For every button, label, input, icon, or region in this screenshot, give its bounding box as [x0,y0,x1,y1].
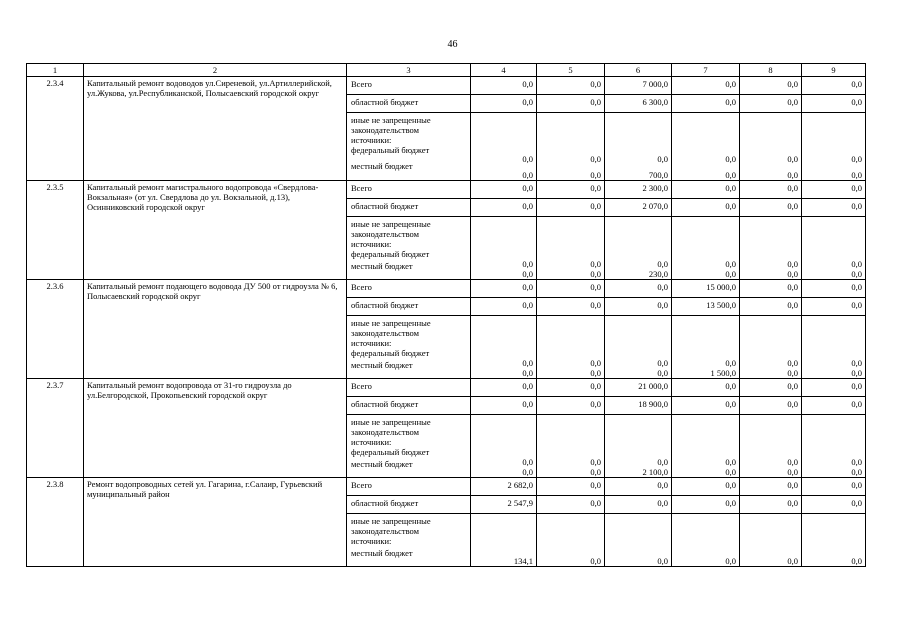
value-regional: 18 900,0 [638,399,668,409]
value-local: 0,0 [851,170,862,180]
value-cell [672,478,740,567]
item-name: Ремонт водопроводных сетей ул. Гагарина, г.Салаир, Гурьевский муниципальный район [84,478,347,567]
value-regional: 0,0 [522,300,533,310]
value-regional: 0,0 [590,498,601,508]
label-other-1: иные не запрещенные [351,516,431,526]
label-total: Всего [351,183,372,193]
item-name: Капитальный ремонт водоводов ул.Сиреневой, ул.Артиллерийской, ул.Жукова, ул.Республиканской, Полысаевский городской округ [84,77,347,181]
item-name: Капитальный ремонт магистрального водопровода «Свердлова-Вокзальная» (от ул. Свердлова до ул. Вокзальной, д.13), Осинниковский городской округ [84,181,347,280]
value-total: 0,0 [522,381,533,391]
value-regional: 0,0 [787,399,798,409]
value-local: 0,0 [657,556,668,566]
value-total: 0,0 [787,381,798,391]
label-other-1: иные не запрещенные [351,417,431,427]
value-federal: 0,0 [657,154,668,164]
value-federal: 0,0 [725,259,736,269]
value-local: 0,0 [725,467,736,477]
value-total: 0,0 [590,282,601,292]
value-local: 0,0 [590,467,601,477]
value-total: 0,0 [851,183,862,193]
value-total: 0,0 [522,282,533,292]
label-other-2: законодательством [351,328,420,338]
table-row [27,379,866,478]
value-cell [605,181,672,280]
value-total: 2 682,0 [507,480,533,490]
value-local: 0,0 [590,556,601,566]
value-cell [471,280,537,379]
value-regional: 0,0 [725,399,736,409]
value-regional: 0,0 [851,300,862,310]
value-regional: 0,0 [590,300,601,310]
value-local: 1 500,0 [710,368,736,378]
value-federal: 0,0 [522,358,533,368]
header-cell: 4 [471,64,537,77]
value-cell [471,77,537,181]
value-cell [740,181,802,280]
label-other-2: законодательством [351,526,420,536]
table-row [27,478,866,567]
value-total: 21 000,0 [638,381,668,391]
value-federal: 0,0 [851,457,862,467]
value-local: 0,0 [787,368,798,378]
value-total: 0,0 [590,183,601,193]
item-code: 2.3.8 [27,478,84,567]
value-total: 2 300,0 [642,183,668,193]
value-total: 0,0 [657,282,668,292]
value-local: 0,0 [851,269,862,279]
value-total: 0,0 [522,183,533,193]
value-federal: 0,0 [590,259,601,269]
source-cell [347,478,471,567]
page-number: 46 [447,39,458,50]
value-federal: 0,0 [725,457,736,467]
label-other-3: источники: [351,437,392,447]
header-cell: 3 [347,64,471,77]
label-regional: областной бюджет [351,201,419,211]
value-local: 134,1 [513,556,533,566]
value-total: 0,0 [590,79,601,89]
source-cell [347,181,471,280]
value-cell [672,77,740,181]
label-other-3: источники: [351,239,392,249]
value-total: 0,0 [851,480,862,490]
value-cell [672,280,740,379]
label-other-3: источники: [351,338,392,348]
label-local: местный бюджет [351,161,413,171]
value-federal: 0,0 [725,358,736,368]
value-total: 0,0 [851,381,862,391]
value-regional: 0,0 [787,300,798,310]
value-cell [537,379,605,478]
budget-table [26,63,866,567]
item-name: Капитальный ремонт водопровода от 31-го гидроузла до ул.Белгородской, Прокопьевский городской округ [84,379,347,478]
value-federal: 0,0 [590,457,601,467]
label-local: местный бюджет [351,261,413,271]
value-total: 15 000,0 [706,282,736,292]
value-cell [740,478,802,567]
header-cell: 9 [802,64,866,77]
value-local: 0,0 [522,269,533,279]
value-cell [471,181,537,280]
value-regional: 0,0 [522,97,533,107]
value-federal: 0,0 [522,457,533,467]
value-regional: 2 547,9 [507,498,533,508]
value-regional: 0,0 [787,201,798,211]
value-cell [471,478,537,567]
label-other-3: источники: [351,135,392,145]
value-regional: 0,0 [851,97,862,107]
value-federal: 0,0 [851,259,862,269]
value-federal: 0,0 [725,154,736,164]
value-regional: 0,0 [851,399,862,409]
value-cell [471,379,537,478]
label-total: Всего [351,79,372,89]
value-cell [537,77,605,181]
table-row [27,280,866,379]
value-cell [802,181,866,280]
value-cell [605,280,672,379]
item-code: 2.3.6 [27,280,84,379]
label-regional: областной бюджет [351,97,419,107]
item-code: 2.3.5 [27,181,84,280]
value-local: 0,0 [787,269,798,279]
value-regional: 0,0 [657,300,668,310]
header-cell: 5 [537,64,605,77]
label-total: Всего [351,480,372,490]
header-cell: 7 [672,64,740,77]
value-total: 0,0 [725,480,736,490]
value-local: 0,0 [522,467,533,477]
value-total: 0,0 [590,480,601,490]
value-regional: 0,0 [725,201,736,211]
value-total: 0,0 [725,183,736,193]
value-regional: 0,0 [725,498,736,508]
value-federal: 0,0 [657,358,668,368]
value-federal: 0,0 [787,457,798,467]
value-local: 700,0 [648,170,668,180]
value-local: 0,0 [657,368,668,378]
value-regional: 0,0 [725,97,736,107]
value-cell [802,280,866,379]
value-cell [537,478,605,567]
value-cell [605,478,672,567]
value-total: 0,0 [725,381,736,391]
value-regional: 0,0 [657,498,668,508]
label-other-3: источники: [351,536,392,546]
value-federal: 0,0 [522,154,533,164]
value-total: 7 000,0 [642,79,668,89]
value-regional: 0,0 [851,201,862,211]
value-local: 0,0 [522,368,533,378]
value-local: 0,0 [851,467,862,477]
value-regional: 0,0 [522,399,533,409]
value-regional: 13 500,0 [706,300,736,310]
label-local: местный бюджет [351,459,413,469]
value-total: 0,0 [590,381,601,391]
label-federal: федеральный бюджет [351,249,430,259]
value-local: 0,0 [725,170,736,180]
value-total: 0,0 [725,79,736,89]
value-federal: 0,0 [787,358,798,368]
value-total: 0,0 [787,79,798,89]
value-total: 0,0 [787,282,798,292]
value-cell [802,77,866,181]
value-regional: 2 070,0 [642,201,668,211]
value-local: 0,0 [590,269,601,279]
header-cell: 2 [84,64,347,77]
value-regional: 0,0 [590,201,601,211]
value-federal: 0,0 [590,154,601,164]
label-local: местный бюджет [351,360,413,370]
label-other-2: законодательством [351,427,420,437]
value-total: 0,0 [787,183,798,193]
value-local: 0,0 [787,170,798,180]
source-cell [347,77,471,181]
value-local: 0,0 [725,269,736,279]
label-total: Всего [351,282,372,292]
label-other-2: законодательством [351,125,420,135]
value-total: 0,0 [657,480,668,490]
label-federal: федеральный бюджет [351,447,430,457]
value-local: 0,0 [787,467,798,477]
value-federal: 0,0 [590,358,601,368]
header-cell: 6 [605,64,672,77]
item-code: 2.3.4 [27,77,84,181]
value-regional: 0,0 [590,97,601,107]
label-regional: областной бюджет [351,399,419,409]
value-total: 0,0 [851,282,862,292]
label-total: Всего [351,381,372,391]
value-cell [672,379,740,478]
value-cell [740,280,802,379]
value-total: 0,0 [522,79,533,89]
value-regional: 0,0 [590,399,601,409]
label-other-2: законодательством [351,229,420,239]
value-local: 230,0 [648,269,668,279]
item-code: 2.3.7 [27,379,84,478]
item-name: Капитальный ремонт подающего водовода ДУ 500 от гидроузла № 6, Полысаевский городской округ [84,280,347,379]
value-cell [672,181,740,280]
value-local: 0,0 [851,368,862,378]
table-row [27,181,866,280]
value-total: 0,0 [851,79,862,89]
value-regional: 0,0 [787,498,798,508]
header-cell: 8 [740,64,802,77]
header-row [27,64,866,77]
value-cell [605,77,672,181]
label-other-1: иные не запрещенные [351,318,431,328]
value-federal: 0,0 [787,154,798,164]
value-local: 0,0 [522,170,533,180]
value-local: 0,0 [725,556,736,566]
label-other-1: иные не запрещенные [351,115,431,125]
value-federal: 0,0 [787,259,798,269]
value-regional: 6 300,0 [642,97,668,107]
value-cell [537,181,605,280]
value-regional: 0,0 [851,498,862,508]
table-row [27,77,866,181]
value-federal: 0,0 [657,259,668,269]
value-regional: 0,0 [522,201,533,211]
value-cell [802,478,866,567]
value-cell [740,77,802,181]
value-total: 0,0 [787,480,798,490]
value-cell [802,379,866,478]
value-federal: 0,0 [522,259,533,269]
label-other-1: иные не запрещенные [351,219,431,229]
value-federal: 0,0 [851,358,862,368]
label-regional: областной бюджет [351,300,419,310]
value-cell [605,379,672,478]
value-federal: 0,0 [657,457,668,467]
label-federal: федеральный бюджет [351,145,430,155]
value-local: 0,0 [787,556,798,566]
value-local: 0,0 [590,170,601,180]
value-cell [537,280,605,379]
label-federal: федеральный бюджет [351,348,430,358]
label-local: местный бюджет [351,548,413,558]
label-regional: областной бюджет [351,498,419,508]
value-cell [740,379,802,478]
value-local: 0,0 [590,368,601,378]
header-cell: 1 [27,64,84,77]
value-regional: 0,0 [787,97,798,107]
value-local: 2 100,0 [642,467,668,477]
value-local: 0,0 [851,556,862,566]
source-cell [347,379,471,478]
source-cell [347,280,471,379]
value-federal: 0,0 [851,154,862,164]
